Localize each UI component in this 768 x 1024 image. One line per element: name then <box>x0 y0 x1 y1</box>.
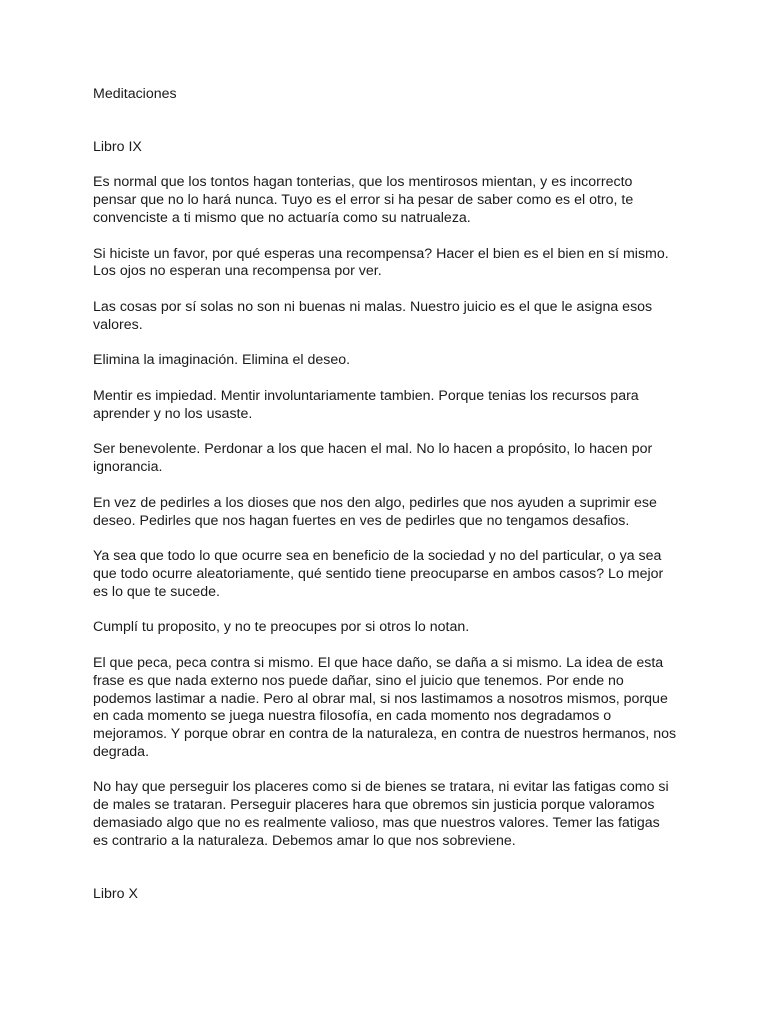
book-section-x <box>93 886 678 904</box>
paragraph: Ya sea que todo lo que ocurre sea en beneficio de la sociedad y no del particular, o ya sea que todo ocurre aleatoriamente, qué sentido tiene preocuparse en ambos casos? Lo mejor es lo que te sucede. <box>93 548 664 600</box>
paragraph: No hay que perseguir los placeres como si de bienes se tratara, ni evitar las fatigas como si de males se trataran. Perseguir placeres hara que obremos sin justicia porque valoramos demasiado algo que no es realmente valioso, mas que nuestros valores. Temer las fatigas es contrario a la naturaleza. Debemos amar lo que nos sobreviene. <box>93 779 669 849</box>
book-section-ix <box>93 139 678 851</box>
document-page <box>93 86 678 921</box>
paragraph: Cumplí tu proposito, y no te preocupes por si otros lo notan. <box>93 619 470 636</box>
book-heading: Libro IX <box>93 138 142 155</box>
paragraph: En vez de pedirles a los dioses que nos den algo, pedirles que nos ayuden a suprimir ese deseo. Pedirles que nos hagan fuertes en ves de pedirles que no tengamos desafios. <box>93 494 657 529</box>
paragraph: Si hiciste un favor, por qué esperas una recompensa? Hacer el bien es el bien en sí mismo. Los ojos no esperan una recompensa por ver. <box>93 245 669 280</box>
paragraph: Ser benevolente. Perdonar a los que hacen el mal. No lo hacen a propósito, lo hacen por ignorancia. <box>93 441 653 476</box>
paragraph: Mentir es impiedad. Mentir involuntariamente tambien. Porque tenias los recursos para aprender y no los usaste. <box>93 387 639 422</box>
book-heading: Libro X <box>93 885 138 902</box>
paragraph: Las cosas por sí solas no son ni buenas ni malas. Nuestro juicio es el que le asigna esos valores. <box>93 298 653 333</box>
document-title: Meditaciones <box>93 86 177 102</box>
paragraph: Es normal que los tontos hagan tonterias, que los mentirosos mientan, y es incorrecto pensar que no lo hará nunca. Tuyo es el error si ha pesar de saber como es el otro, te convenciste a ti mismo que no actuaría como su natrualeza. <box>93 174 634 226</box>
paragraph: Elimina la imaginación. Elimina el deseo. <box>93 352 351 369</box>
paragraph: El que peca, peca contra si mismo. El que hace daño, se daña a si mismo. La idea de esta frase es que nada externo nos puede dañar, sino el juicio que tenemos. Por ende no podemos lastimar a nadie. Pero al obrar mal, si nos lastimamos a nosotros mismos, porque en cada momento se juega nuestra filosofía, en cada momento nos degradamos o mejoramos. Y porque obrar en contra de la naturaleza, en contra de nuestros hermanos, nos degrada. <box>93 654 677 760</box>
